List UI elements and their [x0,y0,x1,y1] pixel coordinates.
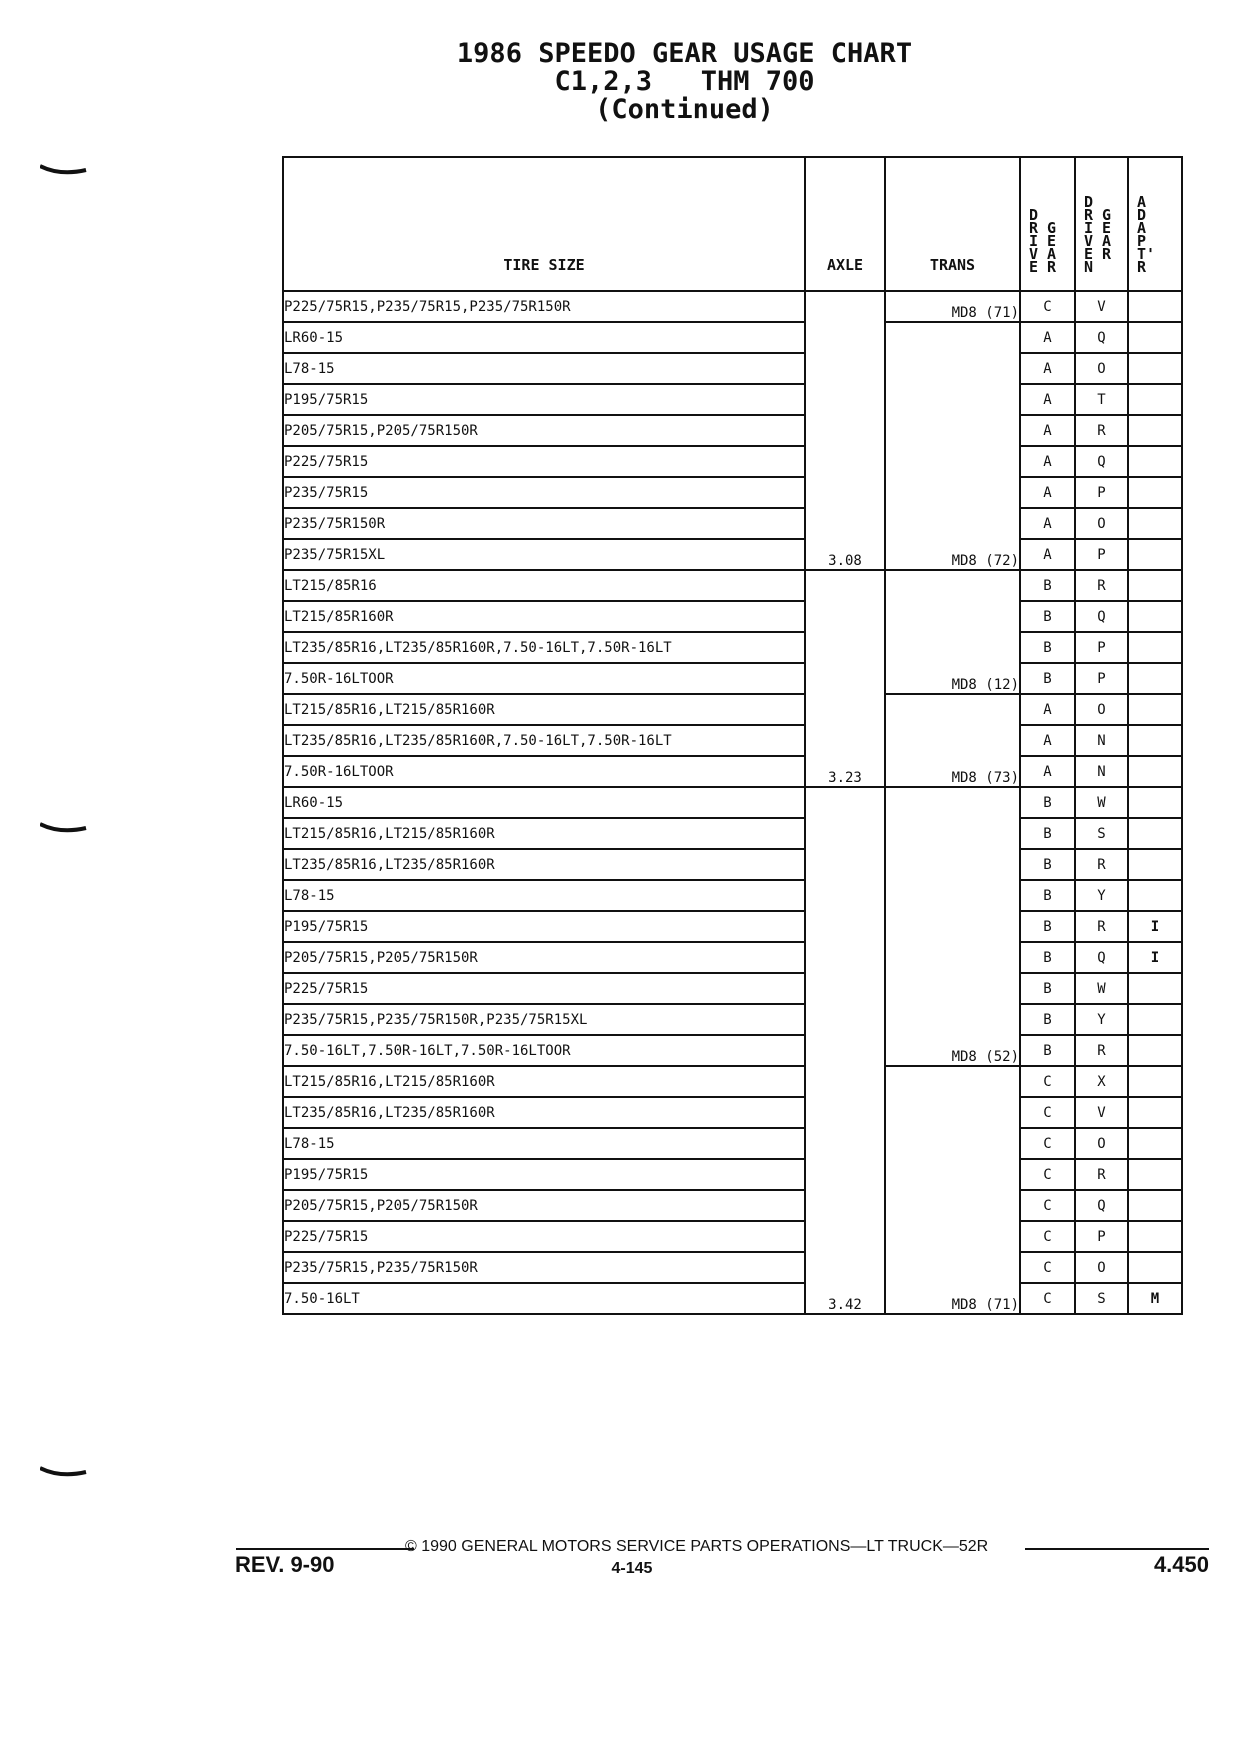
driven-gear-cell: O [1075,353,1128,384]
table-row [283,570,1182,601]
driven-gear-cell: O [1075,508,1128,539]
tire-size-cell: P235/75R15,P235/75R150R [283,1252,805,1283]
table-row [283,1190,1182,1221]
driven-gear-cell: P [1075,539,1128,570]
table-row [283,477,1182,508]
tire-size-cell: LR60-15 [283,787,805,818]
adapter-cell [1128,663,1182,694]
drive-gear-cell: C [1020,1097,1075,1128]
copyright-notice: © 1990 GENERAL MOTORS SERVICE PARTS OPERATIONS—LT TRUCK—52R [405,1538,989,1555]
driven-gear-cell: R [1075,849,1128,880]
drive-gear-cell: B [1020,601,1075,632]
drive-gear-cell: B [1020,1035,1075,1066]
driven-gear-cell: X [1075,1066,1128,1097]
adapter-cell [1128,477,1182,508]
tire-size-cell: 7.50-16LT [283,1283,805,1314]
tire-size-cell: P225/75R15 [283,973,805,1004]
title-line-2: C1,2,3 THM 700 [554,66,815,97]
tire-size-cell: LT215/85R16,LT215/85R160R [283,1066,805,1097]
trans-code-cell: MD8 (71) [885,291,1020,322]
drive-gear-header: D R G I E V A E R [1020,157,1075,291]
driven-gear-cell: O [1075,694,1128,725]
table-row [283,446,1182,477]
drive-gear-cell: A [1020,353,1075,384]
drive-gear-cell: C [1020,1190,1075,1221]
drive-gear-cell: C [1020,1066,1075,1097]
driven-gear-cell: N [1075,756,1128,787]
table-row [283,694,1182,725]
drive-gear-cell: B [1020,973,1075,1004]
adapter-cell [1128,570,1182,601]
adapter-cell [1128,322,1182,353]
driven-gear-cell: Y [1075,1004,1128,1035]
adapter-cell [1128,725,1182,756]
trans-code-cell: MD8 (72) [885,322,1020,570]
drive-gear-cell: A [1020,322,1075,353]
table-row [283,1035,1182,1066]
adapter-cell [1128,1128,1182,1159]
tire-size-cell: P225/75R15 [283,446,805,477]
title-line-1: 1986 SPEEDO GEAR USAGE CHART [456,38,913,69]
table-row [283,911,1182,942]
driven-gear-cell: S [1075,818,1128,849]
table-row [283,539,1182,570]
tire-size-cell: LT235/85R16,LT235/85R160R [283,1097,805,1128]
binder-hole-mark-bottom [40,1466,88,1476]
tire-size-cell: LT235/85R16,LT235/85R160R,7.50-16LT,7.50R-16LT [283,632,805,663]
drive-gear-cell: C [1020,1128,1075,1159]
adapter-cell [1128,694,1182,725]
adapter-cell [1128,1035,1182,1066]
adapter-cell [1128,818,1182,849]
tire-size-cell: LT235/85R16,LT235/85R160R,7.50-16LT,7.50R-16LT [283,725,805,756]
table-row [283,1004,1182,1035]
adapter-cell [1128,787,1182,818]
driven-gear-header: D R G I E V A E R N [1075,157,1128,291]
chart-title [0,40,1249,124]
adapter-cell: M [1128,1283,1182,1314]
footer-rule-left [236,1548,414,1550]
adapter-cell [1128,880,1182,911]
tire-size-cell: 7.50R-16LTOOR [283,663,805,694]
adapter-cell [1128,539,1182,570]
driven-gear-cell: T [1075,384,1128,415]
binder-hole-mark-top [40,164,88,174]
drive-gear-cell: A [1020,756,1075,787]
drive-gear-cell: B [1020,787,1075,818]
adapter-header: A D A P T' R [1128,157,1182,291]
adapter-cell [1128,415,1182,446]
tire-size-cell: L78-15 [283,1128,805,1159]
driven-gear-cell: O [1075,1128,1128,1159]
trans-code-cell: MD8 (52) [885,787,1020,1066]
table-row [283,725,1182,756]
title-line-3: (Continued) [595,94,774,125]
tire-size-cell: L78-15 [283,880,805,911]
table-row [283,291,1182,322]
axle-ratio-cell: 3.23 [805,570,885,787]
table-row [283,942,1182,973]
table-row [283,1221,1182,1252]
section-number: 4.450 [1153,1552,1209,1577]
drive-gear-cell: A [1020,539,1075,570]
drive-gear-cell: B [1020,942,1075,973]
tire-size-cell: LT235/85R16,LT235/85R160R [283,849,805,880]
table-row [283,663,1182,694]
drive-gear-cell: B [1020,911,1075,942]
driven-gear-cell: N [1075,725,1128,756]
tire-size-cell: 7.50R-16LTOOR [283,756,805,787]
table-row [283,601,1182,632]
driven-gear-cell: R [1075,911,1128,942]
table-row [283,1097,1182,1128]
tire-size-cell: P205/75R15,P205/75R150R [283,1190,805,1221]
adapter-cell [1128,1221,1182,1252]
table-row [283,756,1182,787]
driven-gear-cell: O [1075,1252,1128,1283]
trans-code-cell: MD8 (73) [885,694,1020,787]
adapter-cell [1128,1004,1182,1035]
table-row [283,322,1182,353]
adapter-cell: I [1128,911,1182,942]
drive-gear-cell: B [1020,880,1075,911]
tire-size-cell: P195/75R15 [283,911,805,942]
tire-size-cell: P235/75R15 [283,477,805,508]
table-row [283,353,1182,384]
table-row [283,384,1182,415]
tire-size-cell: 7.50-16LT,7.50R-16LT,7.50R-16LTOOR [283,1035,805,1066]
driven-gear-cell: Y [1075,880,1128,911]
driven-gear-cell: Q [1075,446,1128,477]
tire-size-cell: P195/75R15 [283,384,805,415]
tire-size-cell: P225/75R15,P235/75R15,P235/75R150R [283,291,805,322]
tire-size-cell: LT215/85R160R [283,601,805,632]
table-row [283,1066,1182,1097]
axle-header: AXLE [805,157,885,291]
tire-size-cell: LT215/85R16 [283,570,805,601]
table-header-row [283,157,1182,291]
trans-header: TRANS [885,157,1020,291]
drive-gear-cell: A [1020,446,1075,477]
drive-gear-cell: C [1020,1221,1075,1252]
page-number: 4-145 [611,1560,653,1577]
tire-size-cell: P225/75R15 [283,1221,805,1252]
adapter-cell [1128,849,1182,880]
revision-label: REV. 9-90 [235,1552,335,1577]
drive-gear-cell: A [1020,415,1075,446]
adapter-cell [1128,446,1182,477]
adapter-cell [1128,1097,1182,1128]
tire-size-cell: P205/75R15,P205/75R150R [283,942,805,973]
trans-code-cell: MD8 (12) [885,570,1020,694]
tire-size-cell: P235/75R150R [283,508,805,539]
adapter-cell [1128,1159,1182,1190]
table-row [283,415,1182,446]
driven-gear-cell: P [1075,1221,1128,1252]
adapter-cell [1128,291,1182,322]
table-row [283,1128,1182,1159]
adapter-cell [1128,1066,1182,1097]
binder-hole-mark-middle [40,822,88,832]
driven-gear-cell: S [1075,1283,1128,1314]
drive-gear-cell: C [1020,1159,1075,1190]
adapter-cell [1128,973,1182,1004]
footer-rule-right [1025,1548,1209,1550]
adapter-cell: I [1128,942,1182,973]
adapter-cell [1128,508,1182,539]
adapter-cell [1128,1190,1182,1221]
tire-size-header: TIRE SIZE [283,157,805,291]
adapter-cell [1128,756,1182,787]
speedo-gear-table [282,156,1183,1315]
table-row [283,880,1182,911]
driven-gear-cell: Q [1075,601,1128,632]
table-row [283,973,1182,1004]
adapter-cell [1128,384,1182,415]
drive-gear-cell: C [1020,291,1075,322]
driven-gear-cell: W [1075,787,1128,818]
drive-gear-cell: B [1020,1004,1075,1035]
adapter-cell [1128,353,1182,384]
tire-size-cell: LT215/85R16,LT215/85R160R [283,818,805,849]
driven-gear-cell: P [1075,663,1128,694]
drive-gear-cell: C [1020,1283,1075,1314]
driven-gear-cell: R [1075,415,1128,446]
adapter-cell [1128,601,1182,632]
table-row [283,1283,1182,1314]
driven-gear-cell: Q [1075,1190,1128,1221]
axle-ratio-cell: 3.08 [805,291,885,570]
driven-gear-cell: Q [1075,942,1128,973]
tire-size-cell: LR60-15 [283,322,805,353]
trans-code-cell: MD8 (71) [885,1066,1020,1314]
table-row [283,1159,1182,1190]
table-row [283,1252,1182,1283]
driven-gear-cell: P [1075,632,1128,663]
driven-gear-cell: V [1075,291,1128,322]
tire-size-cell: P205/75R15,P205/75R150R [283,415,805,446]
drive-gear-cell: A [1020,508,1075,539]
driven-gear-cell: P [1075,477,1128,508]
drive-gear-cell: B [1020,849,1075,880]
tire-size-cell: LT215/85R16,LT215/85R160R [283,694,805,725]
drive-gear-cell: C [1020,1252,1075,1283]
drive-gear-cell: B [1020,663,1075,694]
tire-size-cell: L78-15 [283,353,805,384]
drive-gear-cell: A [1020,384,1075,415]
drive-gear-cell: A [1020,477,1075,508]
drive-gear-cell: A [1020,694,1075,725]
driven-gear-cell: W [1075,973,1128,1004]
driven-gear-cell: Q [1075,322,1128,353]
driven-gear-cell: R [1075,1035,1128,1066]
table-row [283,508,1182,539]
drive-gear-cell: B [1020,570,1075,601]
table-row [283,818,1182,849]
table-row [283,849,1182,880]
driven-gear-cell: V [1075,1097,1128,1128]
drive-gear-cell: B [1020,818,1075,849]
table-row [283,787,1182,818]
adapter-cell [1128,632,1182,663]
tire-size-cell: P195/75R15 [283,1159,805,1190]
adapter-cell [1128,1252,1182,1283]
driven-gear-cell: R [1075,1159,1128,1190]
tire-size-cell: P235/75R15XL [283,539,805,570]
tire-size-cell: P235/75R15,P235/75R150R,P235/75R15XL [283,1004,805,1035]
drive-gear-cell: A [1020,725,1075,756]
axle-ratio-cell: 3.42 [805,787,885,1314]
table-row [283,632,1182,663]
driven-gear-cell: R [1075,570,1128,601]
drive-gear-cell: B [1020,632,1075,663]
